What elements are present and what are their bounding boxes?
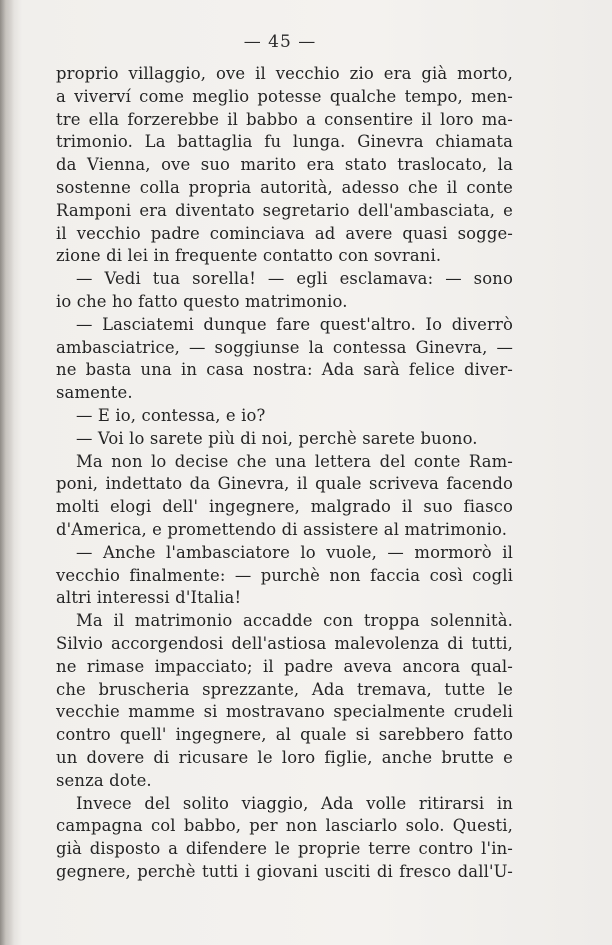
- text-line: d'America, e promettendo di assistere al matrimonio.: [56, 519, 508, 539]
- text-line: ambasciatrice, — soggiunse la contessa Ginevra, —: [56, 337, 513, 357]
- text-line: trimonio. La battaglia fu lunga. Ginevra chiamata: [56, 132, 513, 152]
- text-line: poni, indettato da Ginevra, il quale scriveva facendo: [56, 474, 513, 494]
- text-line: un dovere di ricusare le loro figlie, anche brutte e: [56, 747, 513, 767]
- page-number: — 45 —: [243, 32, 317, 52]
- text-line: campagna col babbo, per non lasciarlo solo. Questi,: [56, 816, 513, 836]
- text-line: tre ella forzerebbe il babbo a consentire il loro ma-: [56, 109, 513, 129]
- text-line: — Lasciatemi dunque fare quest'altro. Io diverrò: [76, 314, 513, 334]
- text-line: io che ho fatto questo matrimonio.: [56, 291, 348, 311]
- text-line: proprio villaggio, ove il vecchio zio era già morto,: [56, 64, 513, 83]
- text-line: contro quell' ingegnere, al quale si sarebbero fatto: [56, 725, 513, 745]
- text-line: ne rimase impacciato; il padre aveva ancora qual-: [56, 656, 513, 676]
- binding-shadow: [0, 0, 14, 945]
- text-line: Silvio accorgendosi dell'astiosa malevolenza di tutti,: [56, 633, 513, 653]
- text-line: altri interessi d'Italia!: [56, 588, 242, 608]
- text-line: samente.: [56, 383, 133, 403]
- text-line: vecchie mamme si mostravano specialmente crudeli: [56, 702, 513, 722]
- text-line: Invece del solito viaggio, Ada volle ritirarsi in: [76, 793, 513, 813]
- text-line: a viverví come meglio potesse qualche tempo, men-: [56, 86, 513, 106]
- text-line: gegnere, perchè tutti i giovani usciti di fresco dall'U-: [56, 861, 513, 881]
- text-line: già disposto a difendere le proprie terre contro l'in-: [56, 839, 513, 859]
- text-line: che bruscheria sprezzante, Ada tremava, tutte le: [56, 679, 513, 699]
- body-text: [56, 63, 513, 884]
- text-line: Ma il matrimonio accadde con troppa solennità.: [76, 611, 513, 631]
- text-line: Ma non lo decise che una lettera del conte Ram-: [76, 451, 513, 471]
- text-line: — Voi lo sarete più di noi, perchè sarete buono.: [76, 428, 478, 448]
- text-line: sostenne colla propria autorità, adesso che il conte: [56, 177, 513, 197]
- text-line: — Vedi tua sorella! — egli esclamava: — sono: [76, 269, 513, 289]
- text-line: il vecchio padre cominciava ad avere quasi sogge-: [56, 223, 513, 243]
- text-line: — E io, contessa, e io?: [76, 405, 266, 425]
- text-line: ne basta una in casa nostra: Ada sarà felice diver-: [56, 360, 513, 380]
- text-line: vecchio finalmente: — purchè non faccia così cogli: [56, 565, 513, 585]
- text-line: Ramponi era diventato segretario dell'ambasciata, e: [56, 200, 513, 220]
- text-line: molti elogi dell' ingegnere, malgrado il suo fiasco: [56, 497, 513, 517]
- text-line: zione di lei in frequente contatto con sovrani.: [56, 246, 442, 266]
- text-line: senza dote.: [56, 770, 152, 790]
- text-line: da Vienna, ove suo marito era stato traslocato, la: [56, 155, 513, 175]
- text-line: — Anche l'ambasciatore lo vuole, — mormorò il: [76, 542, 513, 562]
